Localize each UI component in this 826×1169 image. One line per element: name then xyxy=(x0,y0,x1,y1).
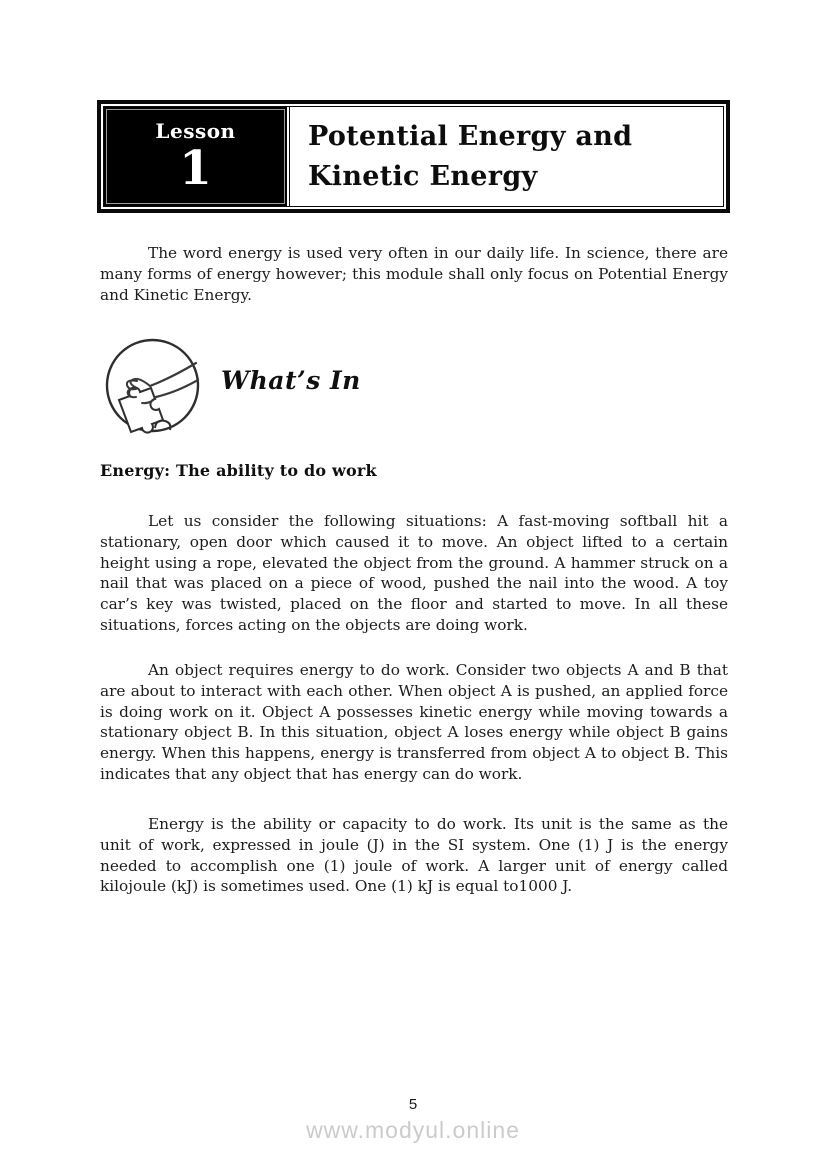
lesson-title-line1: Potential Energy and xyxy=(308,120,633,152)
intro-paragraph: The word energy is used very often in our daily life. In science, there are many forms of energy however; this module shall only focus on Potential Energy and Kinetic Energy. xyxy=(100,244,728,304)
section-heading: Energy: The ability to do work xyxy=(100,461,377,480)
lesson-title-line2: Kinetic Energy xyxy=(308,160,538,192)
watermark-text: www.modyul.online xyxy=(306,1117,520,1143)
page-number: 5 xyxy=(408,1096,418,1113)
body-paragraph-1: Let us consider the following situations: A fast-moving softball hit a stationary, open door which caused it to move. An object lifted to a certain height using a rope, elevated the object from the ground. A hammer struck on a nail that was placed on a piece of wood, pushed the nail into the wood. A toy car’s key was twisted, placed on the floor and started to move. In all these situations, forces acting on the objects are doing work. xyxy=(100,512,728,634)
body-paragraph-3: Energy is the ability or capacity to do work. Its unit is the same as the unit of work, expressed in joule (J) in the SI system. One (1) J is the energy needed to accomplish one (1) joule of work. A larger unit of energy called kilojoule (kJ) is sometimes used. One (1) kJ is equal to1000 J. xyxy=(100,815,728,896)
hand-puzzle-icon xyxy=(103,336,202,435)
lesson-header-box xyxy=(97,100,730,213)
lesson-number: 1 xyxy=(179,140,212,196)
body-paragraph-2: An object requires energy to do work. Consider two objects A and B that are about to interact with each other. When object A is pushed, an applied force is doing work on it. Object A possesses kinetic energy while moving towards a stationary object B. In this situation, object A loses energy while object B gains energy. When this happens, energy is transferred from object A to object B. This indicates that any object that has energy can do work. xyxy=(100,661,728,783)
lesson-label: Lesson xyxy=(155,118,236,143)
whats-in-heading: What’s In xyxy=(221,366,361,395)
lesson-number-box xyxy=(104,107,287,206)
lesson-title xyxy=(289,107,723,206)
lesson-header-inner xyxy=(103,106,724,207)
